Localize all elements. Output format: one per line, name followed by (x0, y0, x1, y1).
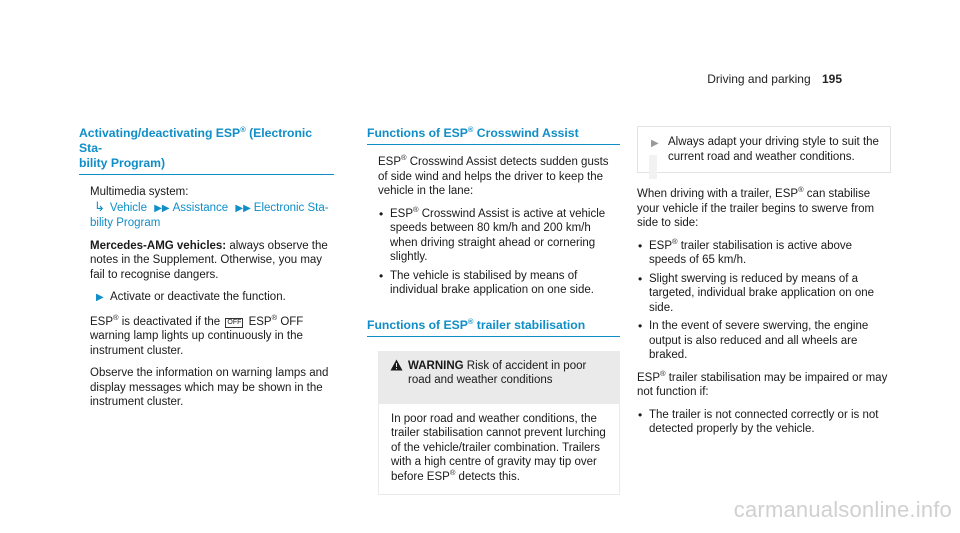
action-arrow-icon: ▶ (96, 292, 104, 303)
tip-arrow-icon: ▶ (651, 138, 659, 149)
column-esp-activation (79, 126, 334, 418)
observe-text: Observe the information on warning lamps and display messages which may be shown in the instrument cluster. (90, 367, 329, 408)
column-trailer (637, 126, 891, 445)
hook-arrow-icon: ↳ (94, 198, 105, 214)
tip-text: Always adapt your driving style to suit the current road and weather conditions. (668, 136, 879, 163)
warning-body: In poor road and weather conditions, the trailer stabilisation cannot prevent lurching of the vehicle/trailer combination. Trailers with a high centre of gravity may tip over before ESP® detects this. (378, 404, 620, 496)
column-esp-functions (367, 126, 620, 495)
heading-trailer-stabilisation: Functions of ESP® trailer stabilisation (367, 318, 620, 337)
page-header (707, 72, 842, 86)
double-chevron-icon: ▶▶ (154, 202, 170, 214)
heading-activating-esp: Activating/deactivating ESP® (Electronic Sta- bility Program) (79, 126, 334, 175)
menu-path-esp-cont[interactable]: bility Program (90, 217, 161, 229)
warning-box (378, 351, 620, 404)
warning-label: WARNING (408, 359, 464, 372)
list-item: • ESP® Crosswind Assist is active at vehicle speeds between 80 km/h and 200 km/h when driving straight ahead or cornering slightly. (378, 207, 620, 265)
trailer-intro: When driving with a trailer, ESP® can stabilise your vehicle if the trailer begins to swerve from side to side: (637, 185, 875, 229)
amg-note: Mercedes-AMG vehicles: always observe the notes in the Supplement. Otherwise, you may fail to recognise dangers. (90, 239, 328, 281)
section-title: Driving and parking (707, 72, 811, 86)
multimedia-path: Multimedia system: ↳ Vehicle ▶▶ Assistance ▶▶ Electronic Sta- bility Program (90, 186, 329, 229)
tip-box (637, 126, 891, 173)
list-item: • In the event of severe swerving, the engine output is also reduced and all wheels are braked. (637, 319, 891, 363)
action-step: ▶ Activate or deactivate the function. (90, 290, 334, 305)
menu-path-assistance[interactable]: Assistance (172, 201, 229, 214)
esp-off-icon: OFF (227, 318, 242, 326)
menu-path-esp[interactable]: Electronic Sta- (253, 201, 329, 214)
warning-title: Risk of accident in poor road and weather conditions (408, 359, 587, 386)
double-chevron-icon: ▶▶ (235, 202, 251, 214)
menu-path-vehicle[interactable]: Vehicle (109, 201, 147, 214)
warning-triangle-icon (390, 359, 403, 371)
impaired-list (637, 408, 891, 437)
list-item: • ESP® trailer stabilisation is active above speeds of 65 km/h. (637, 239, 891, 268)
page-number: 195 (821, 72, 842, 86)
trailer-list (637, 236, 891, 363)
list-item: • The trailer is not connected correctly or is not detected properly by the vehicle. (637, 408, 891, 437)
trailer-impaired: ESP® trailer stabilisation may be impaired or may not function if: (637, 368, 888, 398)
list-item: • Slight swerving is reduced by means of a targeted, individual brake application on one side. (637, 272, 891, 316)
esp-deactivated-text: ESP® is deactivated if the OFF ESP® OFF warning lamp lights up continuously in the instrument cluster. (90, 312, 304, 357)
crosswind-list (378, 204, 620, 298)
crosswind-intro: ESP® Crosswind Assist detects sudden gusts of side wind and helps the driver to keep the vehicle in the lane: (378, 153, 609, 197)
watermark-logo: carmanualsonline.info (733, 497, 952, 522)
heading-crosswind-assist: Functions of ESP® Crosswind Assist (367, 126, 620, 145)
list-item: • The vehicle is stabilised by means of individual brake application on one side. (378, 269, 620, 298)
